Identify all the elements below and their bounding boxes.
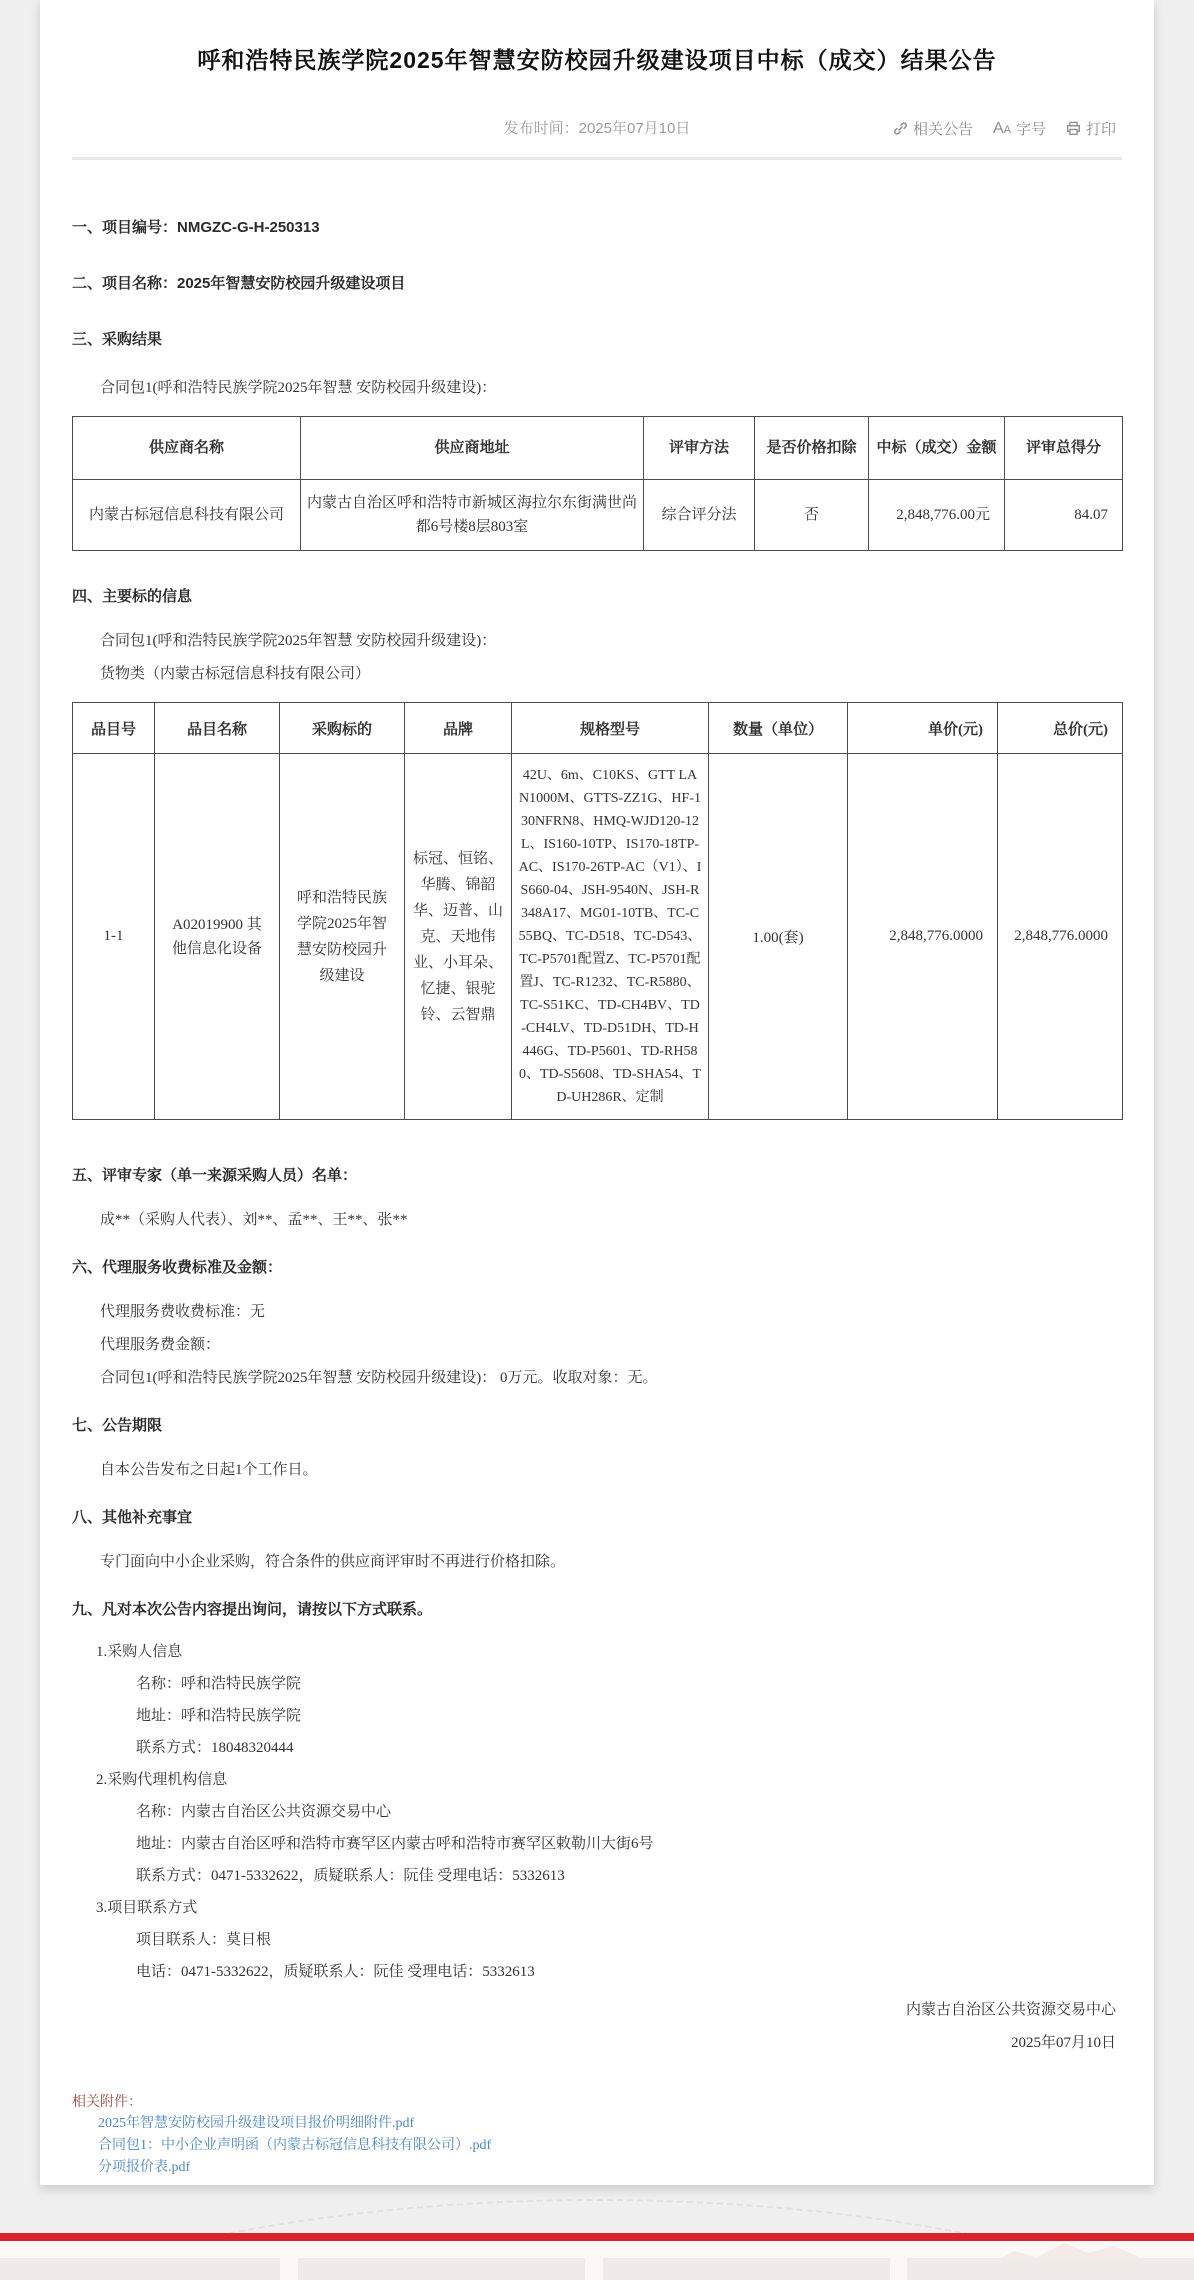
agency-fee-amount-label: 代理服务费金额：	[100, 1337, 221, 1353]
col-supplier-address: 供应商地址	[301, 417, 644, 480]
col-review-method: 评审方法	[644, 417, 755, 480]
attachment-link[interactable]: 2025年智慧安防校园升级建设项目报价明细附件.pdf	[98, 2116, 415, 2131]
section-2-project-name: 二、项目名称：2025年智慧安防校园升级建设项目	[72, 275, 406, 292]
item-no: 1-1	[73, 754, 155, 1120]
col-review-score: 评审总得分	[1005, 417, 1123, 480]
link-icon	[893, 121, 908, 136]
font-size-label: 字号	[1015, 121, 1046, 138]
project-contact-title: 3.项目联系方式	[96, 1900, 198, 1916]
col-quantity: 数量（单位）	[709, 703, 848, 754]
col-spec-model: 规格型号	[512, 703, 709, 754]
footer-gap	[0, 2185, 1194, 2233]
section-4-category: 货物类（内蒙古标冠信息科技有限公司）	[100, 666, 371, 682]
col-unit-price: 单价(元)	[848, 703, 998, 754]
related-announcements-link[interactable]	[893, 118, 973, 139]
supplement-note: 专门面向中小企业采购，符合条件的供应商评审时不再进行价格扣除。	[100, 1554, 566, 1570]
agency-phone: 联系方式：0471-5332622，质疑联系人：阮佳 受理电话：5332613	[136, 1868, 565, 1884]
header-divider	[72, 157, 1122, 160]
section-5-heading: 五、评审专家（单一来源采购人员）名单：	[72, 1167, 358, 1184]
announcement-card	[40, 0, 1154, 2185]
attachment-link[interactable]: 合同包1：中小企业声明函（内蒙古标冠信息科技有限公司）.pdf	[98, 2138, 492, 2153]
footer-strip	[0, 2241, 1194, 2280]
purchaser-address: 地址：呼和浩特民族学院	[136, 1708, 302, 1724]
col-procurement-target: 采购标的	[280, 703, 405, 754]
price-deduction: 否	[755, 480, 869, 551]
col-award-amount: 中标（成交）金额	[869, 417, 1005, 480]
footer-red-bar	[0, 2233, 1194, 2241]
col-supplier-name: 供应商名称	[73, 417, 301, 480]
print-button[interactable]	[1066, 118, 1116, 139]
brand: 标冠、恒铭、华腾、锦韶华、迈普、山克、天地伟业、小耳朵、忆捷、银驼铃、云智鼎	[405, 754, 512, 1120]
spec-model: 42U、6m、C10KS、GTT LAN1000M、GTTS-ZZ1G、HF-130NFRN8、HMQ-WJD120-12L、IS160-10TP、IS170-18TP-AC、IS170-26TP-AC（V1）、IS660-04、JSH-9540N、JSH-R348A17、MG01-10TB、TC-C55BQ、TC-D518、TC-D543、TC-P5701配置Z、TC-P5701配置J、TC-R1232、TC-R5880、TC-S51KC、TD-CH4BV、TD-CH4LV、TD-D51DH、TD-H446G、TD-P5601、TD-RH580、TD-S5608、TD-SHA54、TD-UH286R、定制	[512, 754, 709, 1120]
table-row	[73, 754, 1123, 1120]
section-3-package: 合同包1(呼和浩特民族学院2025年智慧 安防校园升级建设)：	[100, 380, 497, 396]
signature-org: 内蒙古自治区公共资源交易中心	[905, 2002, 1116, 2018]
agency-info-title: 2.采购代理机构信息	[96, 1772, 228, 1788]
printer-icon	[1066, 121, 1081, 136]
signature-block	[72, 2000, 1122, 2053]
purchaser-info-title: 1.采购人信息	[96, 1644, 183, 1660]
announcement-period: 自本公告发布之日起1个工作日。	[100, 1462, 318, 1478]
meta-links	[893, 118, 1116, 139]
table-header-row	[73, 417, 1123, 480]
supplier-name: 内蒙古标冠信息科技有限公司	[73, 480, 301, 551]
section-1-project-number: 一、项目编号：NMGZC-G-H-250313	[72, 219, 320, 236]
font-size-control[interactable]	[993, 118, 1046, 139]
table-header-row	[73, 703, 1123, 754]
unit-price: 2,848,776.0000	[848, 754, 998, 1120]
section-8-heading: 八、其他补充事宜	[72, 1509, 193, 1526]
review-method: 综合评分法	[644, 480, 755, 551]
quantity: 1.00(套)	[709, 754, 848, 1120]
attachments-label: 相关附件：	[72, 2095, 142, 2110]
agency-name: 名称：内蒙古自治区公共资源交易中心	[136, 1804, 392, 1820]
meta-row	[72, 117, 1122, 141]
agency-fee-package: 合同包1(呼和浩特民族学院2025年智慧 安防校园升级建设)： 0万元。收取对象：无。	[100, 1370, 658, 1386]
project-contact-phone: 电话：0471-5332622，质疑联系人：阮佳 受理电话：5332613	[136, 1964, 535, 1980]
table-row	[73, 480, 1123, 551]
procurement-target: 呼和浩特民族学院2025年智慧安防校园升级建设	[280, 754, 405, 1120]
section-6-heading: 六、代理服务收费标准及金额：	[72, 1259, 283, 1276]
bid-items-table	[72, 702, 1123, 1120]
section-9-heading: 九、凡对本次公告内容提出询问，请按以下方式联系。	[72, 1601, 433, 1618]
font-size-icon: AA	[992, 120, 1011, 137]
col-total-price: 总价(元)	[998, 703, 1123, 754]
footer-column-block	[907, 2258, 1194, 2280]
print-label: 打印	[1085, 121, 1116, 138]
attachment-link[interactable]: 分项报价表.pdf	[98, 2160, 191, 2175]
col-brand: 品牌	[405, 703, 512, 754]
col-price-deduction: 是否价格扣除	[755, 417, 869, 480]
page-title: 呼和浩特民族学院2025年智慧安防校园升级建设项目中标（成交）结果公告	[197, 47, 997, 73]
attachments-block	[72, 2093, 1122, 2179]
signature-date: 2025年07月10日	[1010, 2035, 1116, 2051]
section-3-result-heading: 三、采购结果	[72, 331, 163, 348]
publish-time: 发布时间：2025年07月10日	[503, 120, 691, 137]
footer-column-block	[298, 2258, 585, 2280]
related-announcements-label: 相关公告	[912, 121, 973, 138]
footer-column-block	[603, 2258, 890, 2280]
total-price: 2,848,776.0000	[998, 754, 1123, 1120]
footer-column-block	[0, 2258, 280, 2280]
col-item-no: 品目号	[73, 703, 155, 754]
project-contact-person: 项目联系人：莫日根	[136, 1932, 272, 1948]
supplier-result-table	[72, 416, 1123, 551]
review-score: 84.07	[1005, 480, 1123, 551]
section-4-package: 合同包1(呼和浩特民族学院2025年智慧 安防校园升级建设)：	[100, 633, 497, 649]
section-7-heading: 七、公告期限	[72, 1417, 163, 1434]
agency-fee-standard: 代理服务费收费标准：无	[100, 1304, 266, 1320]
supplier-address: 内蒙古自治区呼和浩特市新城区海拉尔东街满世尚都6号楼8层803室	[301, 480, 644, 551]
section-4-heading: 四、主要标的信息	[72, 588, 193, 605]
purchaser-name: 名称：呼和浩特民族学院	[136, 1676, 302, 1692]
item-name: A02019900 其他信息化设备	[155, 754, 280, 1120]
purchaser-phone: 联系方式：18048320444	[136, 1740, 294, 1756]
decorative-arc	[0, 2199, 1194, 2233]
expert-names: 成**（采购人代表）、刘**、孟**、王**、张**	[100, 1212, 408, 1228]
agency-address: 地址：内蒙古自治区呼和浩特市赛罕区内蒙古呼和浩特市赛罕区敕勒川大街6号	[136, 1836, 654, 1852]
col-item-name: 品目名称	[155, 703, 280, 754]
award-amount: 2,848,776.00元	[869, 480, 1005, 551]
